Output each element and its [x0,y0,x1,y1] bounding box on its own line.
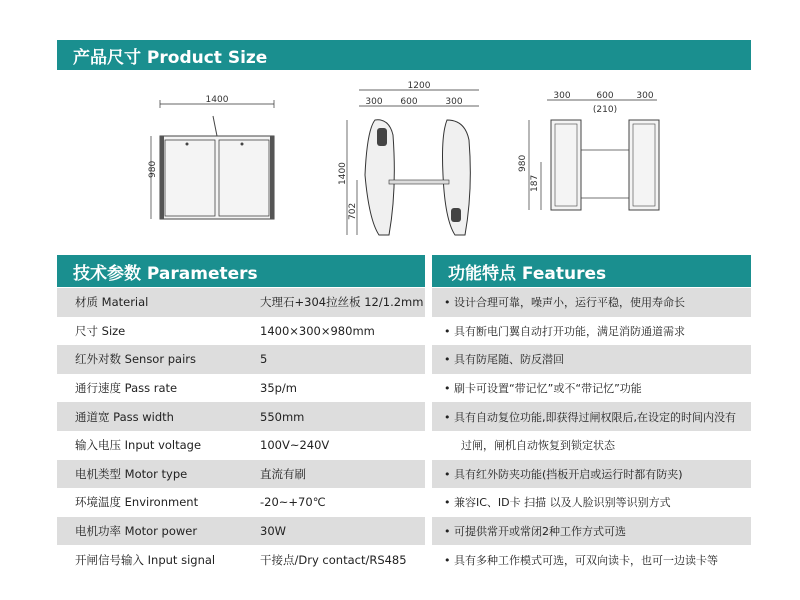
param-value: 大理石+304拉丝板 12/1.2mm [260,295,424,310]
feature-item: • 具有红外防夹功能(挡板开启或运行时都有防夹) [432,460,751,489]
param-value: -20~+70℃ [260,495,326,510]
param-row [57,374,425,403]
features-header [432,255,751,287]
product-size-title: 产品尺寸 Product Size [73,47,268,68]
feature-item: • 具有多种工作模式可选，可双向读卡，也可一边读卡等 [432,545,751,574]
param-value: 5 [260,352,268,367]
product-size-header [57,40,751,70]
feature-item: • 具有防尾随、防反潜回 [432,345,751,374]
top-height-label: 980 [518,154,528,172]
param-value: 1400×300×980mm [260,323,375,338]
param-row [57,517,425,546]
side-lower-label: 702 [348,202,358,220]
param-key: 通道宽 Pass width [75,409,174,424]
side-right-label: 300 [445,97,463,107]
param-row [57,317,425,346]
features-list [432,288,751,574]
top-inner-label: (210) [592,105,618,115]
top-right-label: 300 [636,91,654,101]
side-left-label: 300 [365,97,383,107]
side-view-drawing [337,80,497,246]
param-key: 电机类型 Motor type [75,466,188,481]
param-key: 开闸信号输入 Input signal [75,552,216,567]
param-key: 电机功率 Motor power [75,524,198,539]
feature-item: • 刷卡可设置“带记忆”或不“带记忆”功能 [432,374,751,403]
param-key: 红外对数 Sensor pairs [75,352,196,367]
param-key: 输入电压 Input voltage [75,438,202,453]
param-row [57,431,425,460]
front-height-label: 980 [148,160,158,178]
product-drawings [57,74,751,246]
param-value: 30W [260,524,287,539]
top-lower-label: 187 [530,174,540,192]
side-total-label: 1200 [407,81,431,91]
param-value: 550mm [260,409,305,424]
side-height-label: 1400 [338,162,348,185]
top-view-drawing [517,90,677,220]
param-row [57,488,425,517]
param-row [57,460,425,489]
feature-item: • 具有自动复位功能,即获得过闸权限后,在设定的时间内没有 [432,402,751,431]
top-left-label: 300 [553,91,571,101]
param-row [57,545,425,574]
param-key: 材质 Material [75,295,149,310]
side-mid-label: 600 [400,97,418,107]
param-row [57,402,425,431]
param-key: 环境温度 Environment [75,495,199,510]
feature-item: • 兼容IC、ID卡 扫描 以及人脸识别等识别方式 [432,488,751,517]
param-key: 尺寸 Size [75,323,126,338]
feature-item-continuation: 过闸，闸机自动恢复到锁定状态 [432,431,751,460]
front-view-drawing [147,94,287,224]
param-row [57,288,425,317]
front-width-label: 1400 [205,95,229,105]
top-mid-label: 600 [596,91,614,101]
parameters-table [57,288,425,574]
param-key: 通行速度 Pass rate [75,381,178,396]
param-value: 干接点/Dry contact/RS485 [260,552,407,567]
feature-item: • 具有断电门翼自动打开功能，满足消防通道需求 [432,317,751,346]
feature-item: • 设计合理可靠，噪声小，运行平稳，使用寿命长 [432,288,751,317]
param-value: 直流有刷 [260,466,306,481]
param-row [57,345,425,374]
features-title: 功能特点 Features [448,263,607,284]
parameters-title: 技术参数 Parameters [73,263,258,284]
parameters-header [57,255,425,287]
param-value: 100V~240V [260,438,330,453]
feature-item: • 可提供常开或常闭2种工作方式可选 [432,517,751,546]
param-value: 35p/m [260,381,298,396]
